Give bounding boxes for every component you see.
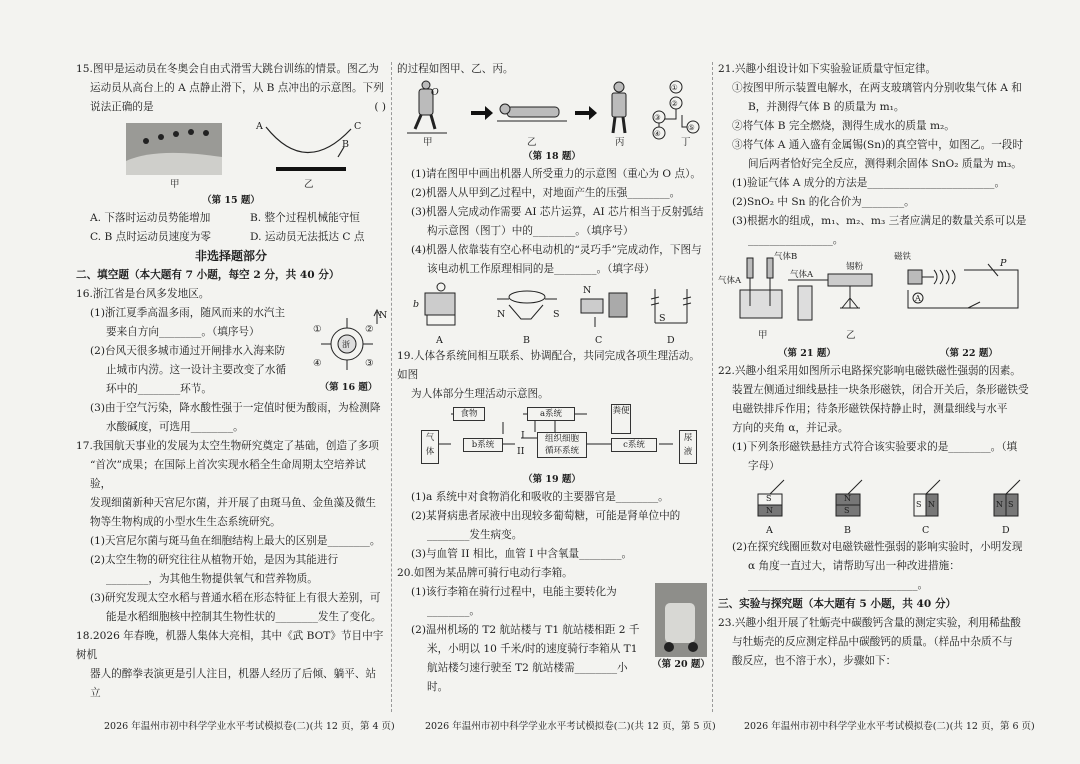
q18-stem: 18.2026 年春晚，机器人集体大亮相，其中《武 BOT》节目中宇树机 — [76, 630, 384, 661]
q22-stem: 22.兴趣小组采用如图所示电路探究影响电磁铁磁性强弱的因素。 — [718, 365, 1021, 377]
page-footer: 2026 年温州市初中科学学业水平考试模拟卷(二)(共 12 页，第 4 页) — [104, 721, 395, 732]
q22-part2: (2)在探究线圈匝数对电磁铁磁性强弱的影响实验时，小明发现 — [732, 541, 1023, 553]
slider-label: P — [1000, 258, 1007, 269]
motor-options-figure — [397, 279, 707, 347]
pole-label: N — [583, 285, 592, 296]
q17-part1: (1)天宫尼尔菌与斑马鱼在细胞结构上最大的区别是________。 — [90, 535, 381, 547]
q20-part2: 米，小明以 10 千米/时的速度骑行李箱从 T1 — [427, 643, 638, 655]
reflex-part-label: ① — [671, 83, 678, 92]
pole-label: S — [553, 309, 560, 320]
q16-part3: (3)由于空气污染，降水酸性强于一定值时便为酸雨，为检测降 — [90, 402, 381, 414]
q17-part2: ________，为其他生物提供氧气和营养物质。 — [106, 573, 318, 585]
q22-stem: 方向的夹角 α，并记录。 — [732, 422, 849, 434]
q20-part2: 航站楼匀速行驶至 T2 航站楼需________小时。 — [427, 662, 628, 693]
q21-part3: (3)根据水的组成，m₁、m₂、m₃ 三者应满足的数量关系可以是 — [732, 215, 1027, 227]
pole-label: N — [766, 506, 773, 515]
option-label: D — [667, 335, 675, 346]
q16-part2: (2)台风天很多城市通过开闸排水入海来防 — [90, 345, 286, 357]
column-divider — [391, 62, 392, 712]
motor-diagrams — [397, 279, 707, 333]
section-heading: 三、实验与探究题（本大题有 5 小题，共 40 分） — [718, 598, 957, 610]
q23-stem: 与牡蛎壳的反应测定样品中碳酸钙的质量。（样品中杂质不与 — [732, 636, 1013, 648]
figure-caption: （第 22 题） — [940, 348, 998, 359]
q16-part2: 止城市内涝。这一设计主要改变了水循 — [106, 364, 287, 376]
reflex-part-label: ③ — [654, 113, 661, 122]
figure-caption: （第 15 题） — [202, 195, 260, 206]
q18-part2: (2)机器人从甲到乙过程中，对地面产生的压强________。 — [411, 187, 681, 199]
q19-part1: (1)a 系统中对食物消化和吸收的主要器官是________。 — [411, 491, 669, 503]
q20-block — [397, 583, 710, 697]
fig-label: 丙 — [615, 137, 625, 148]
q20-part1: ________。 — [427, 605, 480, 617]
q18-part1: (1)请在图甲中画出机器人所受重力的示意图（重心为 O 点）。 — [411, 168, 701, 180]
option-label: C — [922, 525, 930, 536]
q19-part2: ________发生病变。 — [427, 529, 523, 541]
pole-label: N — [928, 500, 935, 509]
figure-captions — [718, 346, 1038, 362]
fig-label: 甲 — [170, 179, 180, 190]
option-label: D — [1002, 525, 1010, 536]
q15-stem: 说法正确的是 ( ) — [76, 98, 386, 117]
q22-stem: 装置左侧通过细线悬挂一块条形磁铁，闭合开关后，条形磁铁受 — [732, 384, 1029, 396]
fig-label: 乙 — [846, 330, 856, 341]
page-column-6 — [718, 60, 1038, 710]
north-label: N — [379, 310, 388, 321]
q21-step3: ③将气体 A 通入盛有金属锡(Sn)的真空管中，如图乙。一段时 — [732, 139, 1023, 151]
q16-stem: 16.浙江省是台风多发地区。 — [76, 288, 210, 300]
q17-part2: (2)太空生物的研究往往从植物开始，是因为其能进行 — [90, 554, 339, 566]
q16-part1: (1)浙江夏季高温多雨，随风而来的水汽主 — [90, 307, 286, 319]
reflex-part-label: ⑤ — [688, 123, 695, 132]
q17-stem: 物等生物构成的小型水生生态系统研究。 — [90, 516, 281, 528]
fig-label: 乙 — [304, 179, 314, 190]
q22-part2: α 角度一直过大，请帮助写出一种改进措施： — [748, 560, 960, 572]
q23-stem: 酸反应，也不溶于水），步骤如下： — [732, 655, 897, 667]
gas-label: 气体A — [718, 276, 742, 286]
q19-stem: 19.人体各系统间相互联系、协调配合，共同完成各项生理活动。如图 — [397, 350, 700, 381]
gas-box: 气体 — [421, 430, 439, 464]
tin-label: 锡粉 — [846, 262, 864, 272]
q21-part1: (1)验证气体 A 成分的方法是________________________。 — [732, 177, 1006, 189]
direction-label: ④ — [313, 358, 322, 369]
point-label: A — [256, 121, 263, 132]
direction-label: ③ — [365, 358, 374, 369]
q15-stem: 运动员从高台上的 A 点静止滑下，从 B 点冲出的示意图。下列 — [90, 82, 384, 94]
part-title: 非选择题部分 — [194, 249, 267, 263]
section-heading: 二、填空题（本大题有 7 小题，每空 2 分，共 40 分） — [76, 269, 340, 281]
pole-label: N — [497, 309, 506, 320]
pole-label: S — [844, 506, 850, 515]
page-footer: 2026 年温州市初中科学学业水平考试模拟卷(二)(共 12 页，第 6 页) — [744, 721, 1035, 732]
q16-part1: 要来自方向________。（填序号） — [106, 326, 260, 338]
q21-step3: 间后两者恰好完全反应，测得剩余固体 SnO₂ 质量为 m₃。 — [748, 158, 1022, 170]
q17-part3: 能是水稻细胞核中控制其生物性状的________发生了变化。 — [106, 611, 382, 623]
q18-figure — [397, 79, 707, 149]
circulation-label: 循环系统 — [544, 446, 579, 456]
figure-caption: （第 16 题） — [319, 382, 378, 393]
option-label: A — [436, 335, 443, 346]
page-column-4 — [76, 60, 386, 710]
q18-part3: (3)机器人完成动作需要 AI 芯片运算，AI 芯片相当于反射弧结 — [411, 206, 704, 218]
q20-figure — [652, 583, 710, 675]
option-label: B — [844, 525, 851, 536]
point-label: O — [431, 87, 439, 98]
pole-label: S — [766, 494, 772, 503]
q18-part4: 该电动机工作原理相同的是________。（填字母） — [427, 263, 655, 275]
gas-label: 气体B — [774, 252, 798, 262]
reflex-part-label: ④ — [654, 129, 661, 138]
q21-part2: (2)SnO₂ 中 Sn 的化合价为________。 — [732, 196, 915, 208]
food-box: 食物 — [453, 407, 485, 421]
figure-caption: （第 20 题） — [652, 659, 710, 670]
q15-stem: 15.图甲是运动员在冬奥会自由式滑雪大跳台训练的情景。图乙为 — [76, 63, 379, 75]
ride-on-suitcase-photo — [655, 583, 707, 657]
fig-label: 乙 — [527, 137, 537, 148]
q23-stem: 23.兴趣小组开展了牡蛎壳中碳酸钙含量的测定实验，利用稀盐酸 — [718, 617, 1021, 629]
q21-step2: ②将气体 B 完全燃烧，测得生成水的质量 m₂。 — [732, 120, 955, 132]
option-label: C — [595, 335, 603, 346]
column-divider — [712, 62, 713, 712]
q19-stem: 为人体部分生理活动示意图。 — [411, 388, 549, 400]
fig-label: 甲 — [423, 137, 433, 148]
gas-label: 气体A — [790, 270, 814, 280]
q19-part2: (2)某肾病患者尿液中出现较多葡萄糖，可能是肾单位中的 — [411, 510, 681, 522]
direction-label: ② — [365, 324, 374, 335]
vessel-label: II — [517, 446, 525, 457]
feces-box: 粪便 — [611, 404, 631, 434]
urine-box: 尿液 — [679, 430, 697, 464]
pole-label: S — [1008, 500, 1014, 509]
q22-part1: 字母） — [748, 460, 780, 472]
wire-label: b — [413, 299, 420, 310]
tissue-circulation-box — [537, 432, 587, 458]
ammeter-label: A — [915, 294, 921, 303]
system-a-box: a系统 — [527, 407, 575, 421]
q22-stem: 电磁铁排斥作用；待条形磁铁保持静止时，测量细线与水平 — [732, 403, 1008, 415]
figure-caption: （第 18 题） — [523, 151, 581, 162]
city-label: 浙 — [342, 340, 350, 349]
figure-caption: （第 21 题） — [778, 348, 836, 359]
q21-part3: ________________。 — [748, 234, 844, 246]
q18-part4: (4)机器人依靠装有空心杯电动机的“灵巧手”完成动作，下图与 — [411, 244, 702, 256]
q17-stem: 发现细菌新种天宫尼尔菌，并开展了由斑马鱼、金鱼藻及微生 — [90, 497, 377, 509]
q15-options: C. B 点时运动员速度为零 D. 运动员无法抵达 C 点 — [90, 231, 365, 243]
option-label: B — [523, 335, 530, 346]
q22-part1: (1)下列条形磁铁悬挂方式符合该实验要求的是________。（填 — [732, 441, 1018, 453]
pole-label: N — [996, 500, 1003, 509]
q18-part3: 构示意图（图丁）中的________。（填序号） — [427, 225, 634, 237]
q18-stem-cont: 的过程如图甲、乙、丙。 — [397, 63, 514, 75]
q22-part2: ________________________________。 — [748, 579, 929, 591]
q17-stem: “首次”成果；在国际上首次实现水稻全生命周期太空培养试验， — [90, 459, 366, 490]
magnet-label: 磁铁 — [894, 252, 912, 262]
magnet-options-figure — [718, 476, 1038, 538]
q16-compass-figure — [311, 304, 386, 399]
point-label: B — [342, 139, 349, 150]
q21-stem: 21.兴趣小组设计如下实验验证质量守恒定律。 — [718, 63, 937, 75]
system-c-box: c系统 — [611, 438, 657, 452]
q16-part3: 水酸碱度，可选用________。 — [106, 421, 244, 433]
q21-step1: B，并测得气体 B 的质量为 m₁。 — [748, 101, 905, 113]
q15-figure — [76, 117, 386, 193]
q21-q22-figure — [718, 250, 1038, 346]
direction-label: ① — [313, 324, 322, 335]
option-label: A — [766, 525, 773, 536]
fig-label: 甲 — [758, 330, 768, 341]
page-footer: 2026 年温州市初中科学学业水平考试模拟卷(二)(共 12 页，第 5 页) — [425, 721, 716, 732]
point-label: C — [354, 121, 362, 132]
q16-block — [76, 304, 386, 399]
fig-label: 丁 — [681, 137, 691, 148]
q19-part3: (3)与血管 II 相比，血管 I 中含氧量________。 — [411, 548, 633, 560]
pole-label: S — [659, 313, 666, 324]
q20-part2: (2)温州机场的 T2 航站楼与 T1 航站楼相距 2 千 — [411, 624, 640, 636]
pole-label: N — [844, 494, 851, 503]
answer-paren: ( ) — [374, 101, 386, 113]
page-column-5 — [397, 60, 710, 710]
pole-label: S — [916, 500, 922, 509]
tissue-label: 组织细胞 — [544, 434, 579, 444]
vessel-label: I — [521, 430, 525, 441]
q18-stem: 器人的醉拳表演更是引人注目，机器人经历了后倾、躺平、站立 — [90, 668, 377, 699]
system-b-box: b系统 — [463, 438, 503, 452]
q20-stem: 20.如图为某品牌可骑行电动行李箱。 — [397, 567, 573, 579]
q17-part3: (3)研究发现太空水稻与普通水稻在形态特征上有很大差别，可 — [90, 592, 381, 604]
q16-part2: 环中的________环节。 — [106, 383, 212, 395]
figure-caption: （第 19 题） — [523, 474, 581, 485]
q19-flow-figure — [397, 404, 707, 472]
q21-step1: ①按图甲所示装置电解水，在两支玻璃管内分别收集气体 A 和 — [732, 82, 1022, 94]
ski-figure — [76, 117, 386, 193]
q20-part1: (1)该行李箱在骑行过程中，电能主要转化为 — [411, 586, 617, 598]
reflex-part-label: ② — [671, 99, 678, 108]
q15-options: A. 下落时运动员势能增加 B. 整个过程机械能守恒 — [90, 212, 360, 224]
q17-stem: 17.我国航天事业的发展为太空生物研究奠定了基础，创造了多项 — [76, 440, 379, 452]
